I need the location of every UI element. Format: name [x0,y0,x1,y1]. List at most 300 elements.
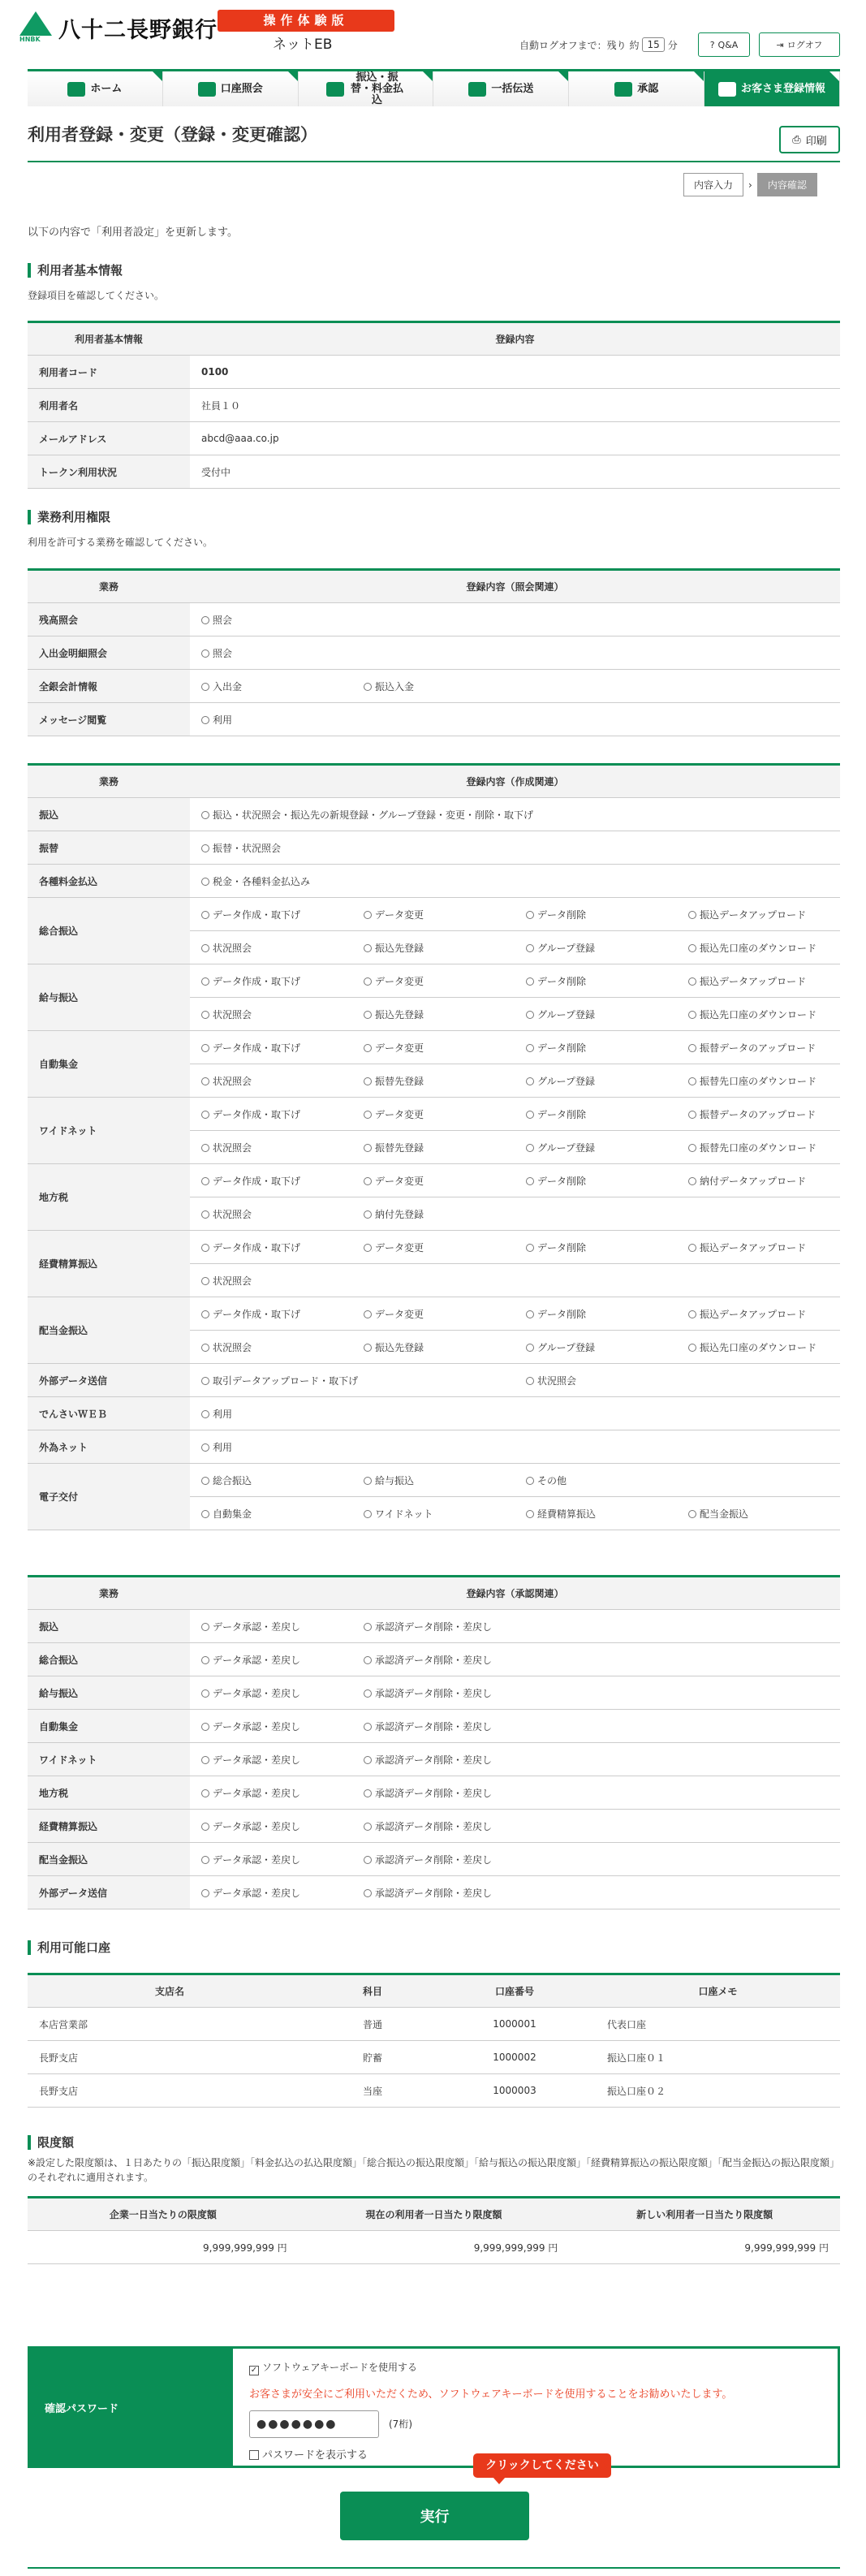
table-row [28,422,840,455]
radio-option: データ作成・取下げ [201,1307,364,1321]
radio-option: 利用 [201,713,364,727]
radio-icon [201,716,209,724]
logoff-button[interactable]: ⇥ ログオフ [759,32,840,57]
checkbox-checked-icon[interactable]: ✓ [250,2366,258,2375]
table-row [28,455,840,489]
radio-icon [688,1244,696,1252]
approval-icon [614,82,632,97]
radio-icon [364,1144,372,1152]
click-tooltip: クリックしてください [473,2453,611,2478]
row-label: 外部データ送信 [28,1876,190,1909]
radio-option: グループ登録 [526,1141,688,1154]
inquiry-permissions-table [28,568,840,736]
radio-icon [201,1144,209,1152]
radio-option: データ作成・取下げ [201,1041,364,1055]
radio-option: データ削除 [526,908,688,921]
column-header: 登録内容（作成関連） [190,765,840,798]
radio-option: データ削除 [526,1307,688,1321]
radio-icon [201,1011,209,1019]
section-sub-permissions: 利用を許可する業務を確認してください。 [28,537,213,548]
radio-icon [364,944,372,952]
table-row [28,898,840,931]
table-row [28,1743,840,1776]
table-row [28,670,840,703]
print-button[interactable]: ⎙ 印刷 [779,126,840,153]
radio-option: データ変更 [364,1174,526,1188]
radio-icon [526,1111,534,1119]
table-cell: 振込口座０１ [596,2041,840,2074]
section-heading-limits: 限度額 [28,2135,74,2150]
radio-icon [526,1244,534,1252]
radio-option: グループ登録 [526,1074,688,1088]
radio-option: 経費精算振込 [526,1507,688,1521]
confirm-password-panel [28,2346,840,2468]
radio-option: 承認済データ削除・差戻し [364,1686,526,1700]
radio-icon [201,1756,209,1764]
table-row [28,2041,840,2074]
radio-option: 承認済データ削除・差戻し [364,1853,526,1866]
radio-icon [201,1377,209,1385]
radio-icon [526,944,534,952]
auto-logoff-timer: 自動ログオフまで：残り 約 15 分 [519,39,678,51]
radio-option: 振替データのアップロード [688,1107,829,1121]
table-row [28,1364,840,1397]
row-label: 自動集金 [28,1710,190,1743]
row-label: 経費精算振込 [28,1231,190,1297]
table-row [28,2074,840,2108]
radio-option: データ承認・差戻し [201,1853,364,1866]
section-heading-basic: 利用者基本情報 [28,263,123,278]
table-row [28,1297,840,1331]
row-label: 総合振込 [28,898,190,964]
minutes-remaining: 15 [642,37,664,52]
row-value: 社員１０ [190,389,840,422]
radio-icon [364,683,372,691]
radio-option: 状況照会 [201,1275,252,1287]
table-row [28,1430,840,1464]
table-row [28,1643,840,1676]
radio-icon [364,1077,372,1085]
radio-icon [201,1477,209,1485]
row-label: 自動集金 [28,1031,190,1098]
transfer-icon [326,82,344,97]
radio-option: 状況照会 [201,1074,364,1088]
nav-transfer[interactable]: 振込・振替・料金払込 [299,71,434,106]
radio-icon [364,1344,372,1352]
radio-option: 振込先口座のダウンロード [688,1008,829,1021]
table-row [28,865,840,898]
radio-icon [201,1443,209,1452]
radio-icon [364,1011,372,1019]
row-label: 経費精算振込 [28,1810,190,1843]
keyboard-warning: お客さまが安全にご利用いただくため、ソフトウェアキーボードを使用することをお勧めいたします。 [249,2388,733,2401]
radio-icon [201,616,209,624]
radio-icon [201,1623,209,1631]
table-cell: 当座 [312,2074,433,2108]
radio-icon [364,1823,372,1831]
radio-icon [688,1310,696,1318]
radio-option: 状況照会 [201,1340,364,1354]
intro-text: 以下の内容で「利用者設定」を更新します。 [28,227,238,239]
radio-icon [201,1823,209,1831]
radio-icon [364,1210,372,1219]
radio-option: データ作成・取下げ [201,1174,364,1188]
radio-icon [364,1044,372,1052]
table-row [28,389,840,422]
radio-option: 振込データアップロード [688,908,829,921]
radio-icon [201,1510,209,1518]
nav-approval[interactable]: 承認 [569,71,704,106]
table-row [28,1676,840,1710]
radio-option: 振込・状況照会・振込先の新規登録・グループ登録・変更・削除・取下げ [201,809,533,821]
radio-icon [201,811,209,819]
row-label: ワイドネット [28,1098,190,1164]
column-header: 現在の利用者一日当たり限度額 [299,2198,570,2231]
radio-option: データ承認・差戻し [201,1819,364,1833]
radio-option: 承認済データ削除・差戻し [364,1753,526,1767]
radio-option: データ承認・差戻し [201,1653,364,1667]
row-value: 0100 [190,356,840,389]
radio-option: 振込先登録 [364,1340,526,1354]
radio-option: 納付データアップロード [688,1174,829,1188]
radio-option: 承認済データ削除・差戻し [364,1819,526,1833]
radio-option: 状況照会 [526,1374,829,1387]
radio-icon [364,1856,372,1864]
radio-option: 振込データアップロード [688,974,829,988]
qa-button[interactable]: ? Q&A [698,32,750,57]
radio-icon [526,1377,534,1385]
accounts-table [28,1973,840,2108]
column-header: 支店名 [28,1974,312,2008]
table-row [28,703,840,736]
table-row [28,1464,840,1497]
radio-icon [201,1410,209,1418]
nav-customer-info[interactable]: お客さま登録情報 [704,71,840,106]
question-icon: ? [709,39,715,50]
table-row [28,1098,840,1131]
radio-option: グループ登録 [526,1340,688,1354]
row-label: 外部データ送信 [28,1364,190,1397]
radio-option: グループ登録 [526,941,688,955]
radio-icon [201,683,209,691]
radio-option: 取引データアップロード・取下げ [201,1374,526,1387]
nav-account-inquiry[interactable]: 口座照会 [163,71,299,106]
radio-option: 振替先口座のダウンロード [688,1074,829,1088]
radio-icon [526,1044,534,1052]
step-indicator [683,173,817,196]
radio-icon [201,1310,209,1318]
row-label: 給与振込 [28,1676,190,1710]
divider [28,2567,840,2569]
row-label: 総合振込 [28,1643,190,1676]
radio-icon [201,911,209,919]
radio-option: 状況照会 [201,1008,364,1021]
radio-icon [526,1077,534,1085]
radio-option: 振込先登録 [364,941,526,955]
radio-icon [526,1177,534,1185]
radio-icon [364,1789,372,1797]
radio-icon [688,1144,696,1152]
radio-option: データ承認・差戻し [201,1686,364,1700]
creation-permissions-table [28,763,840,1530]
radio-option: 振込先口座のダウンロード [688,941,829,955]
limits-note: ※設定した限度額は、１日あたりの「振込限度額」「料金払込の払込限度額」「総合振込の振込限度額」「給与振込の振込限度額」「経費精算振込の振込限度額」「配当金振込の振込限度額」のそれぞれに適用されます。 [28,2157,840,2183]
table-row [28,1710,840,1743]
radio-icon [364,1477,372,1485]
row-label: 各種料金払込 [28,865,190,898]
table-cell: 1000003 [433,2074,596,2108]
table-cell: 普通 [312,2008,433,2041]
column-header: 業務 [28,765,190,798]
row-label: 配当金振込 [28,1297,190,1364]
coin-icon [198,82,216,97]
radio-icon [201,1177,209,1185]
radio-option: 総合振込 [201,1474,364,1487]
radio-icon [201,878,209,886]
radio-option: データ作成・取下げ [201,908,364,921]
current-user-daily-limit: 9,999,999,999 円 [299,2231,570,2264]
row-label: 残高照会 [28,603,190,636]
radio-icon [688,1077,696,1085]
radio-icon [201,977,209,986]
radio-icon [201,1856,209,1864]
row-label: 振込 [28,1610,190,1643]
row-label: メールアドレス [28,422,190,455]
checkbox-icon[interactable] [249,2450,259,2460]
row-label: 電子交付 [28,1464,190,1530]
radio-option: 入出金 [201,680,364,693]
radio-option: 振込先口座のダウンロード [688,1340,829,1354]
row-value: abcd@aaa.co.jp [190,422,840,455]
radio-option: 振込データアップロード [688,1307,829,1321]
divider [28,161,840,162]
row-label: メッセージ閲覧 [28,703,190,736]
show-password-option[interactable]: パスワードを表示する [249,2446,821,2462]
radio-option: 承認済データ削除・差戻し [364,1886,526,1900]
radio-icon [364,1111,372,1119]
table-cell: 長野支店 [28,2074,312,2108]
radio-option: 状況照会 [201,1207,364,1221]
radio-option: データ承認・差戻し [201,1753,364,1767]
table-row [28,798,840,831]
bank-logo-icon: HNBK [18,11,54,44]
column-header: 登録内容 [190,322,840,356]
radio-option: データ削除 [526,1107,688,1121]
radio-option: データ承認・差戻し [201,1620,364,1633]
column-header: 利用者基本情報 [28,322,190,356]
radio-option: 振替データのアップロード [688,1041,829,1055]
basic-info-table [28,321,840,489]
table-cell: 貯蓄 [312,2041,433,2074]
radio-option: データ変更 [364,1307,526,1321]
radio-option: 照会 [201,613,364,627]
radio-option: データ作成・取下げ [201,974,364,988]
chevron-right-icon: › [748,179,752,191]
radio-icon [364,1623,372,1631]
demo-badge: 操作体験版 [218,10,394,32]
column-header: 口座番号 [433,1974,596,2008]
radio-icon [364,1889,372,1897]
radio-option: 承認済データ削除・差戻し [364,1653,526,1667]
row-label: 配当金振込 [28,1843,190,1876]
radio-option: グループ登録 [526,1008,688,1021]
radio-icon [526,1011,534,1019]
user-icon [718,82,736,97]
radio-icon [688,1344,696,1352]
table-row [28,1231,840,1264]
radio-option: データ作成・取下げ [201,1107,364,1121]
radio-icon [688,1044,696,1052]
radio-option: その他 [526,1474,688,1487]
radio-option: データ削除 [526,1174,688,1188]
row-value: 受付中 [190,455,840,489]
radio-option: データ削除 [526,1041,688,1055]
radio-option: 振替・状況照会 [201,843,281,854]
row-label: トークン利用状況 [28,455,190,489]
home-icon [67,82,85,97]
radio-option: 振替先登録 [364,1074,526,1088]
step-input: 内容入力 [683,173,743,196]
radio-icon [201,1889,209,1897]
radio-option: 自動集金 [201,1507,364,1521]
nav-home[interactable]: ホーム [28,71,163,106]
table-row [28,1810,840,1843]
column-header: 登録内容（照会関連） [190,570,840,603]
table-row [28,831,840,865]
radio-option: 承認済データ削除・差戻し [364,1620,526,1633]
radio-option: 税金・各種料金払込み [201,876,310,887]
radio-option: データ変更 [364,1041,526,1055]
radio-icon [201,844,209,852]
table-row [28,1397,840,1430]
radio-option: データ承認・差戻し [201,1719,364,1733]
radio-icon [364,1656,372,1664]
radio-icon [364,1510,372,1518]
table-row [28,1776,840,1810]
row-label: 入出金明細照会 [28,636,190,670]
radio-option: 給与振込 [364,1474,526,1487]
radio-icon [688,1011,696,1019]
radio-icon [201,1656,209,1664]
radio-option: データ変更 [364,1107,526,1121]
radio-icon [201,1277,209,1285]
row-label: 外為ネット [28,1430,190,1464]
radio-option: 配当金振込 [688,1507,829,1521]
row-label: ワイドネット [28,1743,190,1776]
column-header: 業務 [28,1577,190,1610]
radio-option: 照会 [201,646,364,660]
table-row [28,2231,840,2264]
row-label: 地方税 [28,1776,190,1810]
row-label: 給与振込 [28,964,190,1031]
row-label: 全銀会計情報 [28,670,190,703]
nav-bulk-transmission[interactable]: 一括伝送 [433,71,569,106]
radio-option: 承認済データ削除・差戻し [364,1786,526,1800]
main-nav [28,69,840,106]
radio-icon [201,1723,209,1731]
radio-icon [526,1344,534,1352]
radio-option: 利用 [201,1442,232,1453]
radio-icon [526,1510,534,1518]
radio-option: 振込データアップロード [688,1241,829,1254]
execute-button[interactable]: 実行 [340,2492,529,2540]
radio-icon [201,1111,209,1119]
row-label: 振込 [28,798,190,831]
radio-option: データ変更 [364,908,526,921]
table-cell: 長野支店 [28,2041,312,2074]
confirm-password-label: 確認パスワード [30,2349,233,2466]
radio-option: データ変更 [364,974,526,988]
header [0,0,866,57]
radio-icon [526,977,534,986]
row-label: 地方税 [28,1164,190,1231]
radio-icon [688,1510,696,1518]
radio-option: 振替先登録 [364,1141,526,1154]
radio-icon [526,1144,534,1152]
table-cell: 代表口座 [596,2008,840,2041]
table-cell: 振込口座０２ [596,2074,840,2108]
radio-icon [201,649,209,658]
approval-permissions-table [28,1575,840,1909]
radio-option: データ削除 [526,1241,688,1254]
table-row [28,603,840,636]
row-label: でんさいＷＥＢ [28,1397,190,1430]
bank-logo[interactable] [18,11,218,44]
row-label: 利用者コード [28,356,190,389]
column-header: 業務 [28,570,190,603]
password-input[interactable]: ●●●●●●● [249,2410,379,2438]
column-header: 新しい利用者一日当たり限度額 [569,2198,840,2231]
radio-icon [201,1044,209,1052]
radio-icon [526,1310,534,1318]
table-row [28,1843,840,1876]
radio-option: データ作成・取下げ [201,1241,364,1254]
radio-icon [201,944,209,952]
radio-option: データ削除 [526,974,688,988]
new-user-daily-limit: 9,999,999,999 円 [569,2231,840,2264]
table-row [28,636,840,670]
page-title: 利用者登録・変更（登録・変更確認） [28,125,317,145]
radio-icon [364,911,372,919]
software-keyboard-option[interactable]: ✓ ソフトウェアキーボードを使用する [250,2362,418,2375]
radio-icon [688,1177,696,1185]
radio-option: データ承認・差戻し [201,1886,364,1900]
column-header: 企業一日当たりの限度額 [28,2198,299,2231]
table-cell: 1000001 [433,2008,596,2041]
bank-name: 八十二長野銀行 [58,17,218,43]
service-name: ネットEB [273,37,333,53]
table-row [28,1610,840,1643]
printer-icon: ⎙ [792,133,801,146]
column-header: 登録内容（承認関連） [190,1577,840,1610]
radio-option: 振込先登録 [364,1008,526,1021]
radio-option: 振替先口座のダウンロード [688,1141,829,1154]
radio-icon [688,1111,696,1119]
company-daily-limit: 9,999,999,999 円 [28,2231,299,2264]
limits-table [28,2196,840,2264]
radio-option: データ変更 [364,1241,526,1254]
radio-option: 納付先登録 [364,1207,526,1221]
radio-icon [201,1077,209,1085]
section-heading-permissions: 業務利用権限 [28,510,110,524]
radio-icon [201,1210,209,1219]
section-sub-basic: 登録項目を確認してください。 [28,290,165,301]
radio-option: 状況照会 [201,1141,364,1154]
radio-option: 利用 [201,1409,232,1420]
radio-icon [201,1789,209,1797]
radio-option: 承認済データ削除・差戻し [364,1719,526,1733]
table-row [28,1164,840,1197]
